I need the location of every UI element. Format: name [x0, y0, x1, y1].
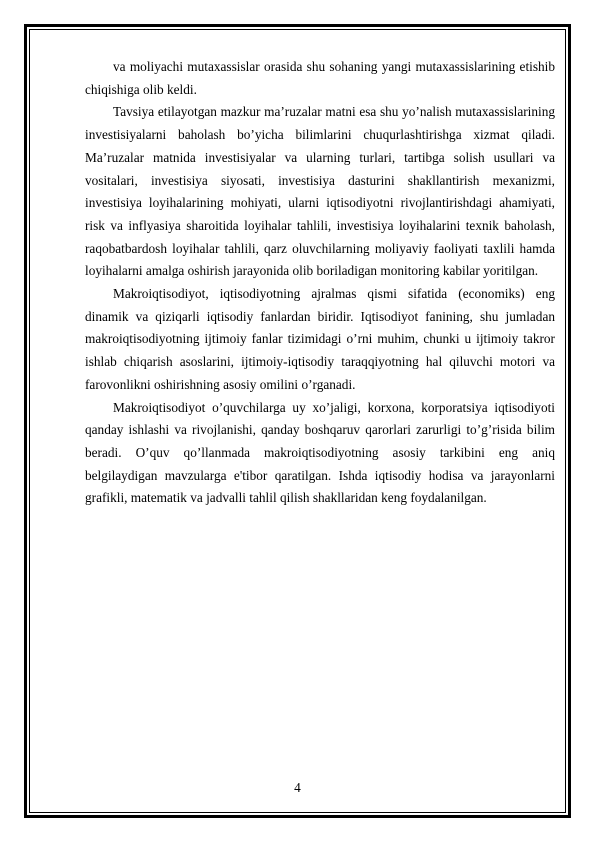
- document-body: [85, 56, 555, 510]
- page-number: 4: [294, 780, 301, 795]
- paragraph-macroeconomics-knowledge: Makroiqtisodiyot o’quvchilarga uy xo’jaligi, korxona, korporatsiya iqtisodiyoti qanday ishlashi va rivojlanishi, qanday boshqaruv qarorlari zarurligi to’g’risida bilim beradi. O’quv qo’llanmada makroiqtisodiyotning asosiy tarkibini eng aniq belgilaydigan mavzularga e'tibor qaratilgan. Ishda iqtisodiy hodisa va jarayonlarni grafikli, matematik va jadvalli tahlil qilish shakllaridan keng foydalanilgan.: [85, 399, 555, 506]
- paragraph-macroeconomics-intro: Makroiqtisodiyot, iqtisodiyotning ajralmas qismi sifatida (economiks) eng dinamik va qiziqarli iqtisodiy fanlardan biridir. Iqtisodiyot fanining, shu jumladan makroiqtisodiyotning ijtimoiy fanlar tizimidagi o’rni muhim, chunki u ijtimoiy takror ishlab chiqarish asoslarini, ijtimoiy-iqtisodiy taraqqiyotning hal qiluvchi motori va farovonlikni oshirishning asosiy omilini o’rganadi.: [85, 286, 555, 392]
- paragraph-lectures-description: Tavsiya etilayotgan mazkur ma’ruzalar matni esa shu yo’nalish mutaxassislarining investisiyalarni baholash bo’yicha bilimlarini chuqurlashtirishga xizmat qiladi. Ma’ruzalar matnida investisiyalar va ularning turlari, tartibga solish usullari va vositalari, investisiya siyosati, investisiya dasturini shakllantirish mexanizmi, investisiya loyihalarining mohiyati, ularni iqtisodiyotni rivojlantirishdagi ahamiyati, risk va inflyasiya sharoitida loyihalar tahlili, investisiya loyihalarini texnik baholash, raqobatbardosh loyihalar tahlili, qarz oluvchilarning moliyaviy faoliyati taxlili hamda loyihalarni amalga oshirish jarayonida olib boriladigan monitoring kabilar yoritilgan.: [85, 104, 555, 279]
- paragraph-continuation: va moliyachi mutaxassislar orasida shu sohaning yangi mutaxassislarining etishib chiqishiga olib keldi.: [85, 59, 555, 97]
